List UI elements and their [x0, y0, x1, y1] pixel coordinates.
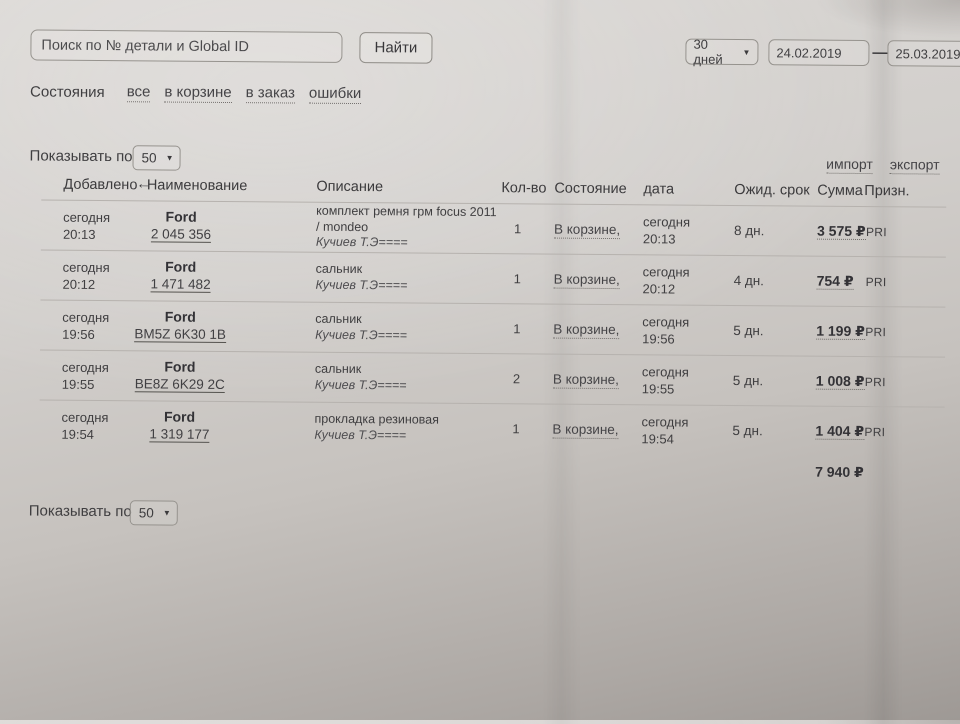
part-description: комплект ремня грм focus 2011 / mondeo: [315, 203, 497, 234]
state-link[interactable]: В корзине,: [552, 421, 619, 438]
manager-name: Кучиев Т.Э====: [314, 427, 407, 442]
part-number-link[interactable]: 2 045 356: [150, 226, 212, 242]
per-page-select-top[interactable]: [132, 145, 180, 170]
header-wait[interactable]: Ожид. срок: [734, 181, 810, 199]
per-page-label-bottom: Показывать по: [28, 502, 132, 521]
added-time: 20:12: [62, 276, 96, 292]
states-filter-label: Состояния: [30, 83, 105, 102]
wait-days: 5 дн.: [733, 322, 764, 339]
state-date-time: 19:54: [641, 430, 674, 447]
wait-days: 4 дн.: [733, 272, 765, 289]
chevron-down-icon: ▼: [162, 508, 171, 518]
header-name[interactable]: ←Наименование: [136, 176, 248, 195]
per-page-label-top: Показывать по: [29, 147, 133, 166]
state-link[interactable]: В корзине,: [553, 271, 620, 288]
header-qty[interactable]: Кол-во: [501, 180, 547, 197]
manager-name: Кучиев Т.Э====: [314, 377, 407, 392]
state-date-time: 20:13: [642, 230, 676, 247]
part-number-link[interactable]: 1 471 482: [150, 276, 211, 292]
flag: PRI: [864, 374, 886, 389]
added-day: сегодня: [61, 409, 109, 425]
brand: Ford: [165, 258, 197, 275]
quantity: 1: [513, 321, 521, 337]
table-row: [39, 400, 944, 457]
header-description[interactable]: Описание: [316, 178, 384, 196]
table-row: [40, 300, 945, 357]
part-description: прокладка резиновая: [314, 411, 440, 427]
brand: Ford: [164, 358, 196, 375]
quantity: 1: [513, 271, 521, 287]
date-from-input[interactable]: [768, 39, 869, 66]
header-flag[interactable]: Призн.: [864, 183, 910, 200]
state-date-time: 19:56: [642, 330, 675, 347]
search-input[interactable]: [30, 29, 342, 62]
state-link[interactable]: В корзине,: [552, 371, 620, 388]
flag: PRI: [865, 324, 887, 339]
state-date-day: сегодня: [641, 413, 689, 430]
states-filter-in-cart[interactable]: в корзине: [164, 83, 232, 102]
wait-days: 5 дн.: [732, 422, 763, 439]
states-filter-errors[interactable]: ошибки: [308, 84, 362, 103]
part-number-link[interactable]: BE8Z 6K29 2C: [134, 376, 225, 392]
added-day: сегодня: [62, 309, 110, 325]
added-time: 19:55: [61, 376, 95, 392]
part-description: сальник: [315, 311, 362, 327]
state-link[interactable]: В корзине,: [553, 221, 621, 238]
brand: Ford: [164, 308, 196, 325]
quantity: 2: [512, 371, 521, 387]
table-row: [41, 200, 946, 257]
period-select-value: 30 дней: [693, 36, 723, 67]
quantity: 1: [513, 221, 522, 237]
sum-link[interactable]: 1 199 ₽: [816, 322, 865, 340]
sum-link[interactable]: 1 008 ₽: [815, 372, 865, 390]
sort-arrow-icon: ←: [136, 176, 151, 193]
per-page-select-bottom[interactable]: [130, 500, 178, 525]
part-description: сальник: [314, 361, 362, 377]
table-row: [40, 350, 945, 407]
header-sum[interactable]: Сумма: [817, 182, 863, 200]
quantity: 1: [512, 421, 520, 437]
chevron-down-icon: ▼: [165, 153, 174, 163]
import-link[interactable]: импорт: [826, 155, 873, 173]
chevron-down-icon: ▼: [742, 47, 751, 57]
sum-link[interactable]: 3 575 ₽: [816, 222, 866, 240]
export-link[interactable]: экспорт: [889, 156, 940, 173]
flag: PRI: [865, 224, 887, 239]
wait-days: 8 дн.: [733, 222, 765, 239]
manager-name: Кучиев Т.Э====: [315, 277, 408, 292]
per-page-value-bottom: 50: [138, 505, 154, 521]
sum-link[interactable]: 1 404 ₽: [815, 422, 865, 440]
state-date-day: сегодня: [643, 213, 691, 230]
added-day: сегодня: [61, 359, 109, 375]
wait-days: 5 дн.: [732, 372, 764, 389]
added-day: сегодня: [63, 209, 111, 225]
part-number-link[interactable]: 1 319 177: [149, 426, 210, 442]
added-day: сегодня: [62, 259, 110, 275]
brand: Ford: [163, 408, 196, 425]
import-export-links: [826, 156, 940, 175]
added-time: 20:13: [62, 226, 96, 242]
flag: PRI: [864, 424, 886, 439]
date-to-input[interactable]: [887, 40, 960, 67]
search-button[interactable]: Найти: [359, 32, 432, 64]
table-total-row: [39, 450, 944, 489]
state-date-day: сегодня: [642, 263, 690, 280]
part-description: сальник: [315, 261, 363, 277]
state-date-time: 19:55: [641, 380, 675, 397]
total-sum: 7 940 ₽: [815, 463, 864, 481]
header-added[interactable]: Добавлено: [63, 176, 138, 194]
manager-name: Кучиев Т.Э====: [315, 327, 407, 342]
state-link[interactable]: В корзине,: [553, 321, 620, 338]
added-time: 19:54: [61, 426, 95, 442]
part-number-link[interactable]: BM5Z 6K30 1B: [134, 326, 227, 343]
states-filter-in-order[interactable]: в заказ: [245, 84, 296, 102]
state-date-day: сегодня: [641, 363, 689, 380]
parts-table: [39, 177, 946, 489]
manager-name: Кучиев Т.Э====: [315, 234, 408, 250]
period-select[interactable]: [685, 36, 758, 67]
flag: PRI: [865, 274, 887, 289]
sum-link[interactable]: 754 ₽: [816, 272, 854, 289]
state-date-time: 20:12: [642, 280, 676, 297]
header-state[interactable]: Состояние: [554, 180, 627, 198]
header-date[interactable]: дата: [643, 181, 675, 198]
per-page-value-top: 50: [141, 150, 157, 166]
date-range-dash: —: [872, 44, 888, 62]
table-row: [40, 250, 945, 307]
brand: Ford: [165, 208, 197, 225]
added-time: 19:56: [62, 326, 95, 342]
states-filter-all[interactable]: все: [126, 83, 151, 101]
state-date-day: сегодня: [642, 313, 690, 330]
states-filter: [30, 82, 361, 104]
